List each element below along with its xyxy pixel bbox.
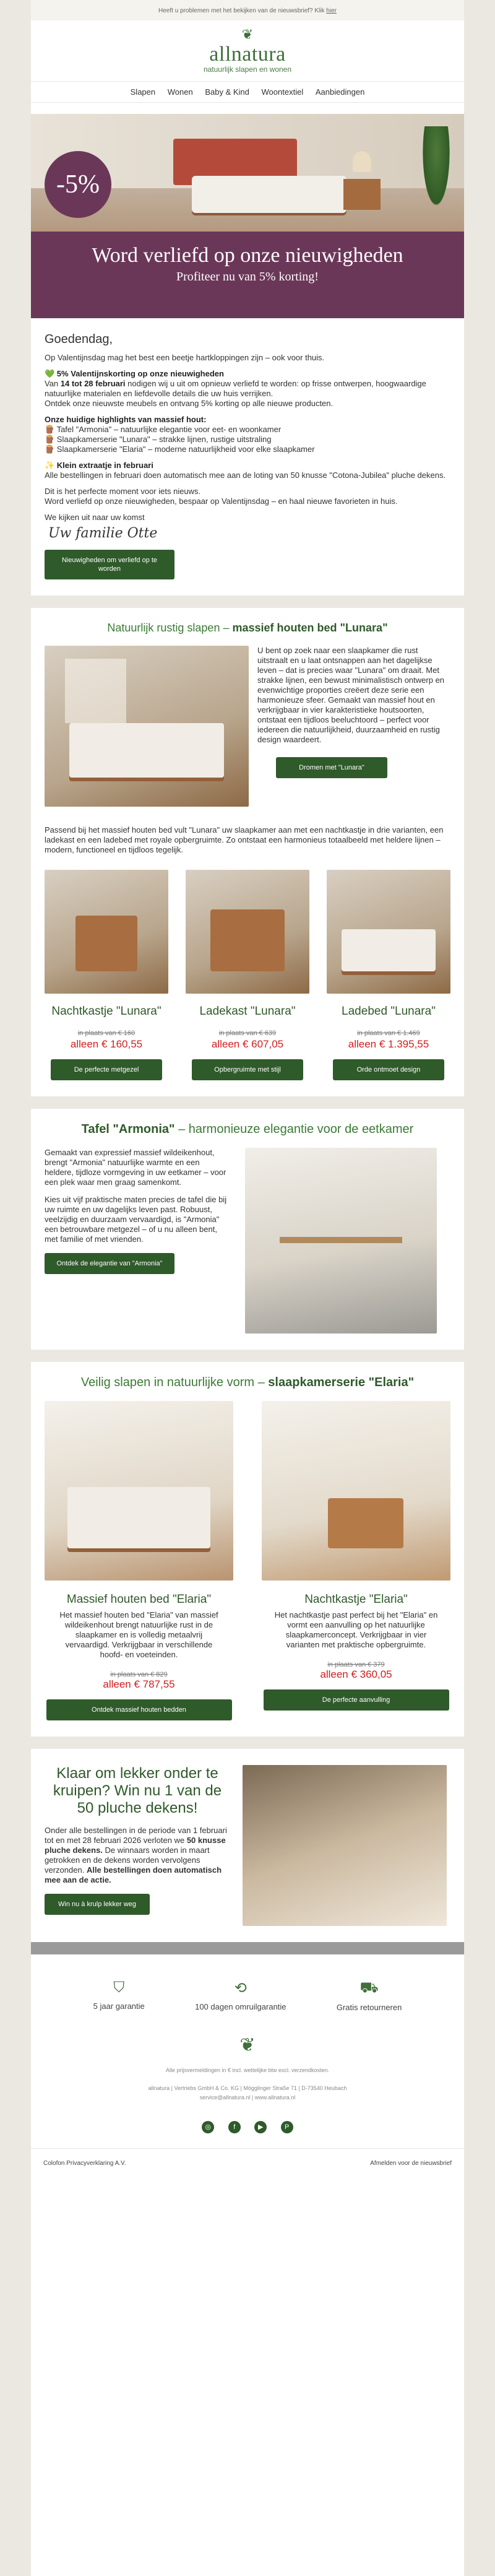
nav-item-wonen[interactable]: Wonen xyxy=(167,87,193,97)
lunara-bed-image[interactable] xyxy=(45,646,249,807)
offer-block xyxy=(45,369,450,409)
lunara-products xyxy=(31,870,464,1080)
hero-band xyxy=(31,232,464,318)
product-card xyxy=(327,870,450,1080)
lunara-description: U bent op zoek naar een slaapkamer die rust uitstraalt en u laat ontsnappen aan het dagelijkse leven – dat is precies waar "Lunara" om draait. Met strakke lijnen, een bewust minimalistisch ontwerp en evenwichtige proporties creëert deze serie een harmonieuze sfeer. Gemaakt van massief hout en verkrijgbaar in vier karakteristieke houtsoorten, ontstaat een tijdloos beeluchtoord – perfect voor iedereen die natuurlijkheid, duurzaamheid en rustig design waardeert. xyxy=(257,646,445,744)
usp-bar xyxy=(31,1954,464,2029)
usp-item xyxy=(93,1979,145,2012)
armonia-text: Kies uit vijf praktische maten precies de tafel die bij uw ruimte en uw dagelijks leven past. Robuust, veelzijdig en duurzaam vervaardigd, is "Armonia" een betrouwbare metgezel – of u nu alleen bent, met familie of met vrienden. xyxy=(45,1195,227,1244)
main-nav xyxy=(31,81,464,103)
product-image[interactable] xyxy=(45,1401,233,1581)
instagram-icon[interactable]: ◎ xyxy=(202,2121,214,2133)
armonia-section xyxy=(31,1148,464,1334)
offer-text-end: Ontdek onze nieuwste meubels en ontvang 5% korting op alle nieuwe producten. xyxy=(45,399,334,408)
offer-title: 💚 5% Valentijnskorting op onze nieuwigheden xyxy=(45,369,224,378)
product-name: Ladebed "Lunara" xyxy=(342,1005,436,1018)
product-price: alleen € 787,55 xyxy=(103,1678,175,1690)
usp-label: 5 jaar garantie xyxy=(93,2001,145,2011)
social-links xyxy=(31,2102,464,2148)
divider xyxy=(31,1737,464,1749)
armonia-title xyxy=(31,1109,464,1148)
lunara-section xyxy=(31,646,464,807)
usp-item xyxy=(337,1979,402,2012)
hero-title: Word verliefd op onze nieuwigheden xyxy=(92,244,403,267)
hero-subtitle: Profiteer nu van 5% korting! xyxy=(176,270,319,284)
product-old-price: in plaats van € 1.469 xyxy=(357,1030,420,1037)
product-price: alleen € 607,05 xyxy=(211,1038,284,1050)
promo-text-a: Onder alle bestellingen in de periode van 1 februari tot en met 28 februari 2026 verloten we xyxy=(45,1826,227,1845)
product-price: alleen € 160,55 xyxy=(70,1038,143,1050)
armonia-title-a: Tafel "Armonia" xyxy=(81,1122,175,1136)
highlight-item: 🪵 Tafel "Armonia" – natuurlijke elegantie voor eet- en woonkamer xyxy=(45,425,282,434)
footer-line[interactable]: service@allnatura.nl | www.allnatura.nl xyxy=(199,2094,296,2101)
product-old-price: in plaats van € 379 xyxy=(327,1661,385,1668)
product-image[interactable] xyxy=(262,1401,450,1581)
closing-text: Word verliefd op onze nieuwigheden, bespaar op Valentijnsdag – en haal nieuwe favorieten in huis. xyxy=(45,497,398,506)
promo-text xyxy=(45,1826,230,1885)
divider xyxy=(31,596,464,608)
lunara-paragraph: Passend bij het massief houten bed vult "Lunara" uw slaapkamer aan met een nachtkastje in drie varianten, een ladekast en een ladebed met royale opbergruimte. Zo ontstaat een harmonieus totaalbeeld met heldere lijnen – modern, functioneel en tijdloos tegelijk. xyxy=(45,825,444,854)
promo-text-b: 50 knusse pluche dekens. xyxy=(45,1836,226,1855)
elaria-title-b: slaapkamerserie "Elaria" xyxy=(268,1376,415,1389)
footer-line: allnatura | Vertriebs GmbH & Co. KG | Mögglinger Straße 71 | D-73540 Heubach xyxy=(148,2085,347,2091)
nav-item-woontextiel[interactable]: Woontextiel xyxy=(261,87,304,97)
usp-label: 100 dagen omruilgarantie xyxy=(195,2002,286,2011)
product-old-price: in plaats van € 829 xyxy=(110,1671,168,1678)
product-button[interactable]: De perfecte metgezel xyxy=(51,1059,162,1080)
signature: Uw familie Otte xyxy=(48,526,158,541)
footer-bottom xyxy=(31,2148,464,2178)
highlights-title: Onze huidige highlights van massief hout: xyxy=(45,415,207,424)
product-price: alleen € 360,05 xyxy=(320,1668,392,1680)
hero-banner[interactable] xyxy=(31,114,464,318)
usp-item xyxy=(195,1979,286,2012)
product-image[interactable] xyxy=(45,870,168,994)
promo-text-c: De winnaars worden in maart getrokken en de dekens worden vervolgens verzonden. xyxy=(45,1845,210,1875)
usp-label: Gratis retourneren xyxy=(336,2003,402,2012)
product-card xyxy=(186,870,309,1080)
armonia-button[interactable]: Ontdek de elegantie van "Armonia" xyxy=(45,1253,174,1274)
product-description: Het nachtkastje past perfect bij het "Elaria" en vormt een aanvulling op het natuurlijke slaapkamerconcept. Verkrijgbaar in vier varianten met praktische opbergruimte. xyxy=(274,1610,438,1649)
closing-text: Dit is het perfecte moment voor iets nieuws. xyxy=(45,487,201,496)
product-image[interactable] xyxy=(327,870,450,994)
elaria-products xyxy=(31,1401,464,1720)
product-old-price: in plaats van € 160 xyxy=(77,1030,136,1037)
truck-icon: ⛟ xyxy=(359,1979,379,1996)
greeting: Goedendag, xyxy=(45,332,113,346)
preheader-text: Heeft u problemen met het bekijken van de nieuwsbrief? Klik xyxy=(158,7,327,14)
privacy-links[interactable]: Colofon Privacyverklaring A.V. xyxy=(43,2160,126,2167)
armonia-text: Gemaakt van expressief massief wildeikenhout, brengt "Armonia" natuurlijke warmte en een heldere, tijdloze vormgeving in uw eetkamer – voor een plek waar men graag samenkomt. xyxy=(45,1148,226,1187)
logo[interactable] xyxy=(31,20,464,81)
view-online-link[interactable]: hier xyxy=(326,7,337,14)
discount-badge: -5% xyxy=(45,151,111,218)
lunara-title xyxy=(31,608,464,646)
product-card xyxy=(262,1401,450,1720)
nav-item-slapen[interactable]: Slapen xyxy=(130,87,156,97)
promo-section xyxy=(31,1749,464,1926)
highlights-block xyxy=(45,415,450,454)
email-container xyxy=(31,0,464,2576)
closing-line: We kijken uit naar uw komst xyxy=(45,513,145,522)
intro-section xyxy=(31,318,464,579)
extra-block xyxy=(45,461,450,480)
product-card xyxy=(45,1401,233,1720)
preheader xyxy=(31,0,464,20)
highlight-item: 🪵 Slaapkamerserie "Elaria" – moderne natuurlijkheid voor elke slaapkamer xyxy=(45,445,315,454)
product-button[interactable]: Orde ontmoet design xyxy=(333,1059,444,1080)
offer-text: Van xyxy=(45,379,61,388)
product-button[interactable]: Opbergruimte met stijl xyxy=(192,1059,303,1080)
promo-button[interactable]: Win nu à krulp lekker weg xyxy=(45,1894,150,1915)
product-card xyxy=(45,870,168,1080)
unsubscribe-link[interactable]: Afmelden voor de nieuwsbrief xyxy=(370,2160,452,2167)
product-name: Nachtkastje "Elaria" xyxy=(304,1593,408,1606)
closing-block xyxy=(45,487,450,506)
product-button[interactable]: Ontdek massief houten bedden xyxy=(46,1699,232,1720)
promo-text-block xyxy=(45,1765,230,1926)
armonia-table-image[interactable] xyxy=(245,1148,437,1334)
youtube-icon[interactable]: ▶ xyxy=(254,2121,267,2133)
lunara-title-b: massief houten bed "Lunara" xyxy=(232,622,388,634)
footer-info xyxy=(31,2066,464,2102)
brand-tagline: natuurlijk slapen en wonen xyxy=(203,65,292,74)
product-name: Ladekast "Lunara" xyxy=(199,1005,296,1018)
product-name: Nachtkastje "Lunara" xyxy=(51,1005,161,1018)
extra-title: ✨ Klein extraatje in februari xyxy=(45,461,153,470)
offer-text-cont: nodigen wij u uit om opnieuw verliefd te worden: op frisse ontwerpen, hoogwaardige natuurlijke materialen en liefdevolle details die uw huis verrijken. xyxy=(45,379,426,398)
pinterest-icon[interactable]: P xyxy=(281,2121,293,2133)
divider xyxy=(31,1096,464,1109)
leaf-icon: ❦ xyxy=(239,2035,256,2055)
divider xyxy=(31,1942,464,1954)
nav-item-baby-kind[interactable]: Baby & Kind xyxy=(205,87,249,97)
return-icon: ⟲ xyxy=(234,1980,247,1997)
highlight-item: 🪵 Slaapkamerserie "Lunara" – strakke lijnen, rustige uitstraling xyxy=(45,435,272,444)
extra-text: Alle bestellingen in februari doen automatisch mee aan de loting van 50 knusse "Cotona-Jubilea" pluche dekens. xyxy=(45,471,446,480)
armonia-text-block xyxy=(45,1148,230,1334)
new-products-button[interactable]: Nieuwigheden om verliefd op te worden xyxy=(45,550,174,579)
lunara-text-block xyxy=(257,646,450,807)
brand-name: allnatura xyxy=(209,43,286,66)
leaf-icon: ❦ xyxy=(241,27,254,42)
product-description: Het massief houten bed "Elaria" van massief wildeikenhout brengt natuurlijke rust in de slaapkamer en is volledig metaalvrij vervaardigd. Verkrijgbaar in verschillende hoofd- en voeteinden. xyxy=(59,1610,218,1659)
promo-blanket-image[interactable] xyxy=(243,1765,447,1926)
lunara-button[interactable]: Dromen met "Lunara" xyxy=(276,757,387,778)
product-old-price: in plaats van € 639 xyxy=(218,1030,277,1037)
facebook-icon[interactable]: f xyxy=(228,2121,241,2133)
promo-title: Klaar om lekker onder te kruipen? Win nu 1 van de 50 pluche dekens! xyxy=(53,1765,222,1816)
product-name: Massief houten bed "Elaria" xyxy=(66,1593,212,1606)
nav-item-aanbiedingen[interactable]: Aanbiedingen xyxy=(315,87,365,97)
offer-dates: 14 tot 28 februari xyxy=(60,379,126,388)
promo-text-d: Alle bestellingen doen automatisch mee aan de actie. xyxy=(45,1865,222,1884)
elaria-title xyxy=(31,1362,464,1401)
shield-icon: ⛉ xyxy=(113,1979,125,1996)
product-button[interactable]: De perfecte aanvulling xyxy=(264,1689,449,1711)
intro-text: Op Valentijnsdag mag het best een beetje hartkloppingen zijn – ook voor thuis. xyxy=(45,353,325,362)
armonia-title-b: – harmonieuze elegantie voor de eetkamer xyxy=(174,1122,414,1136)
product-price: alleen € 1.395,55 xyxy=(348,1038,429,1050)
footer-line: Alle prijsvermeldingen in € incl. wettelijke btw excl. verzendkosten. xyxy=(165,2067,330,2073)
elaria-title-a: Veilig slapen in natuurlijke vorm – xyxy=(80,1376,269,1389)
lunara-title-a: Natuurlijk rustig slapen – xyxy=(107,622,233,634)
product-image[interactable] xyxy=(186,870,309,994)
divider xyxy=(31,1350,464,1362)
